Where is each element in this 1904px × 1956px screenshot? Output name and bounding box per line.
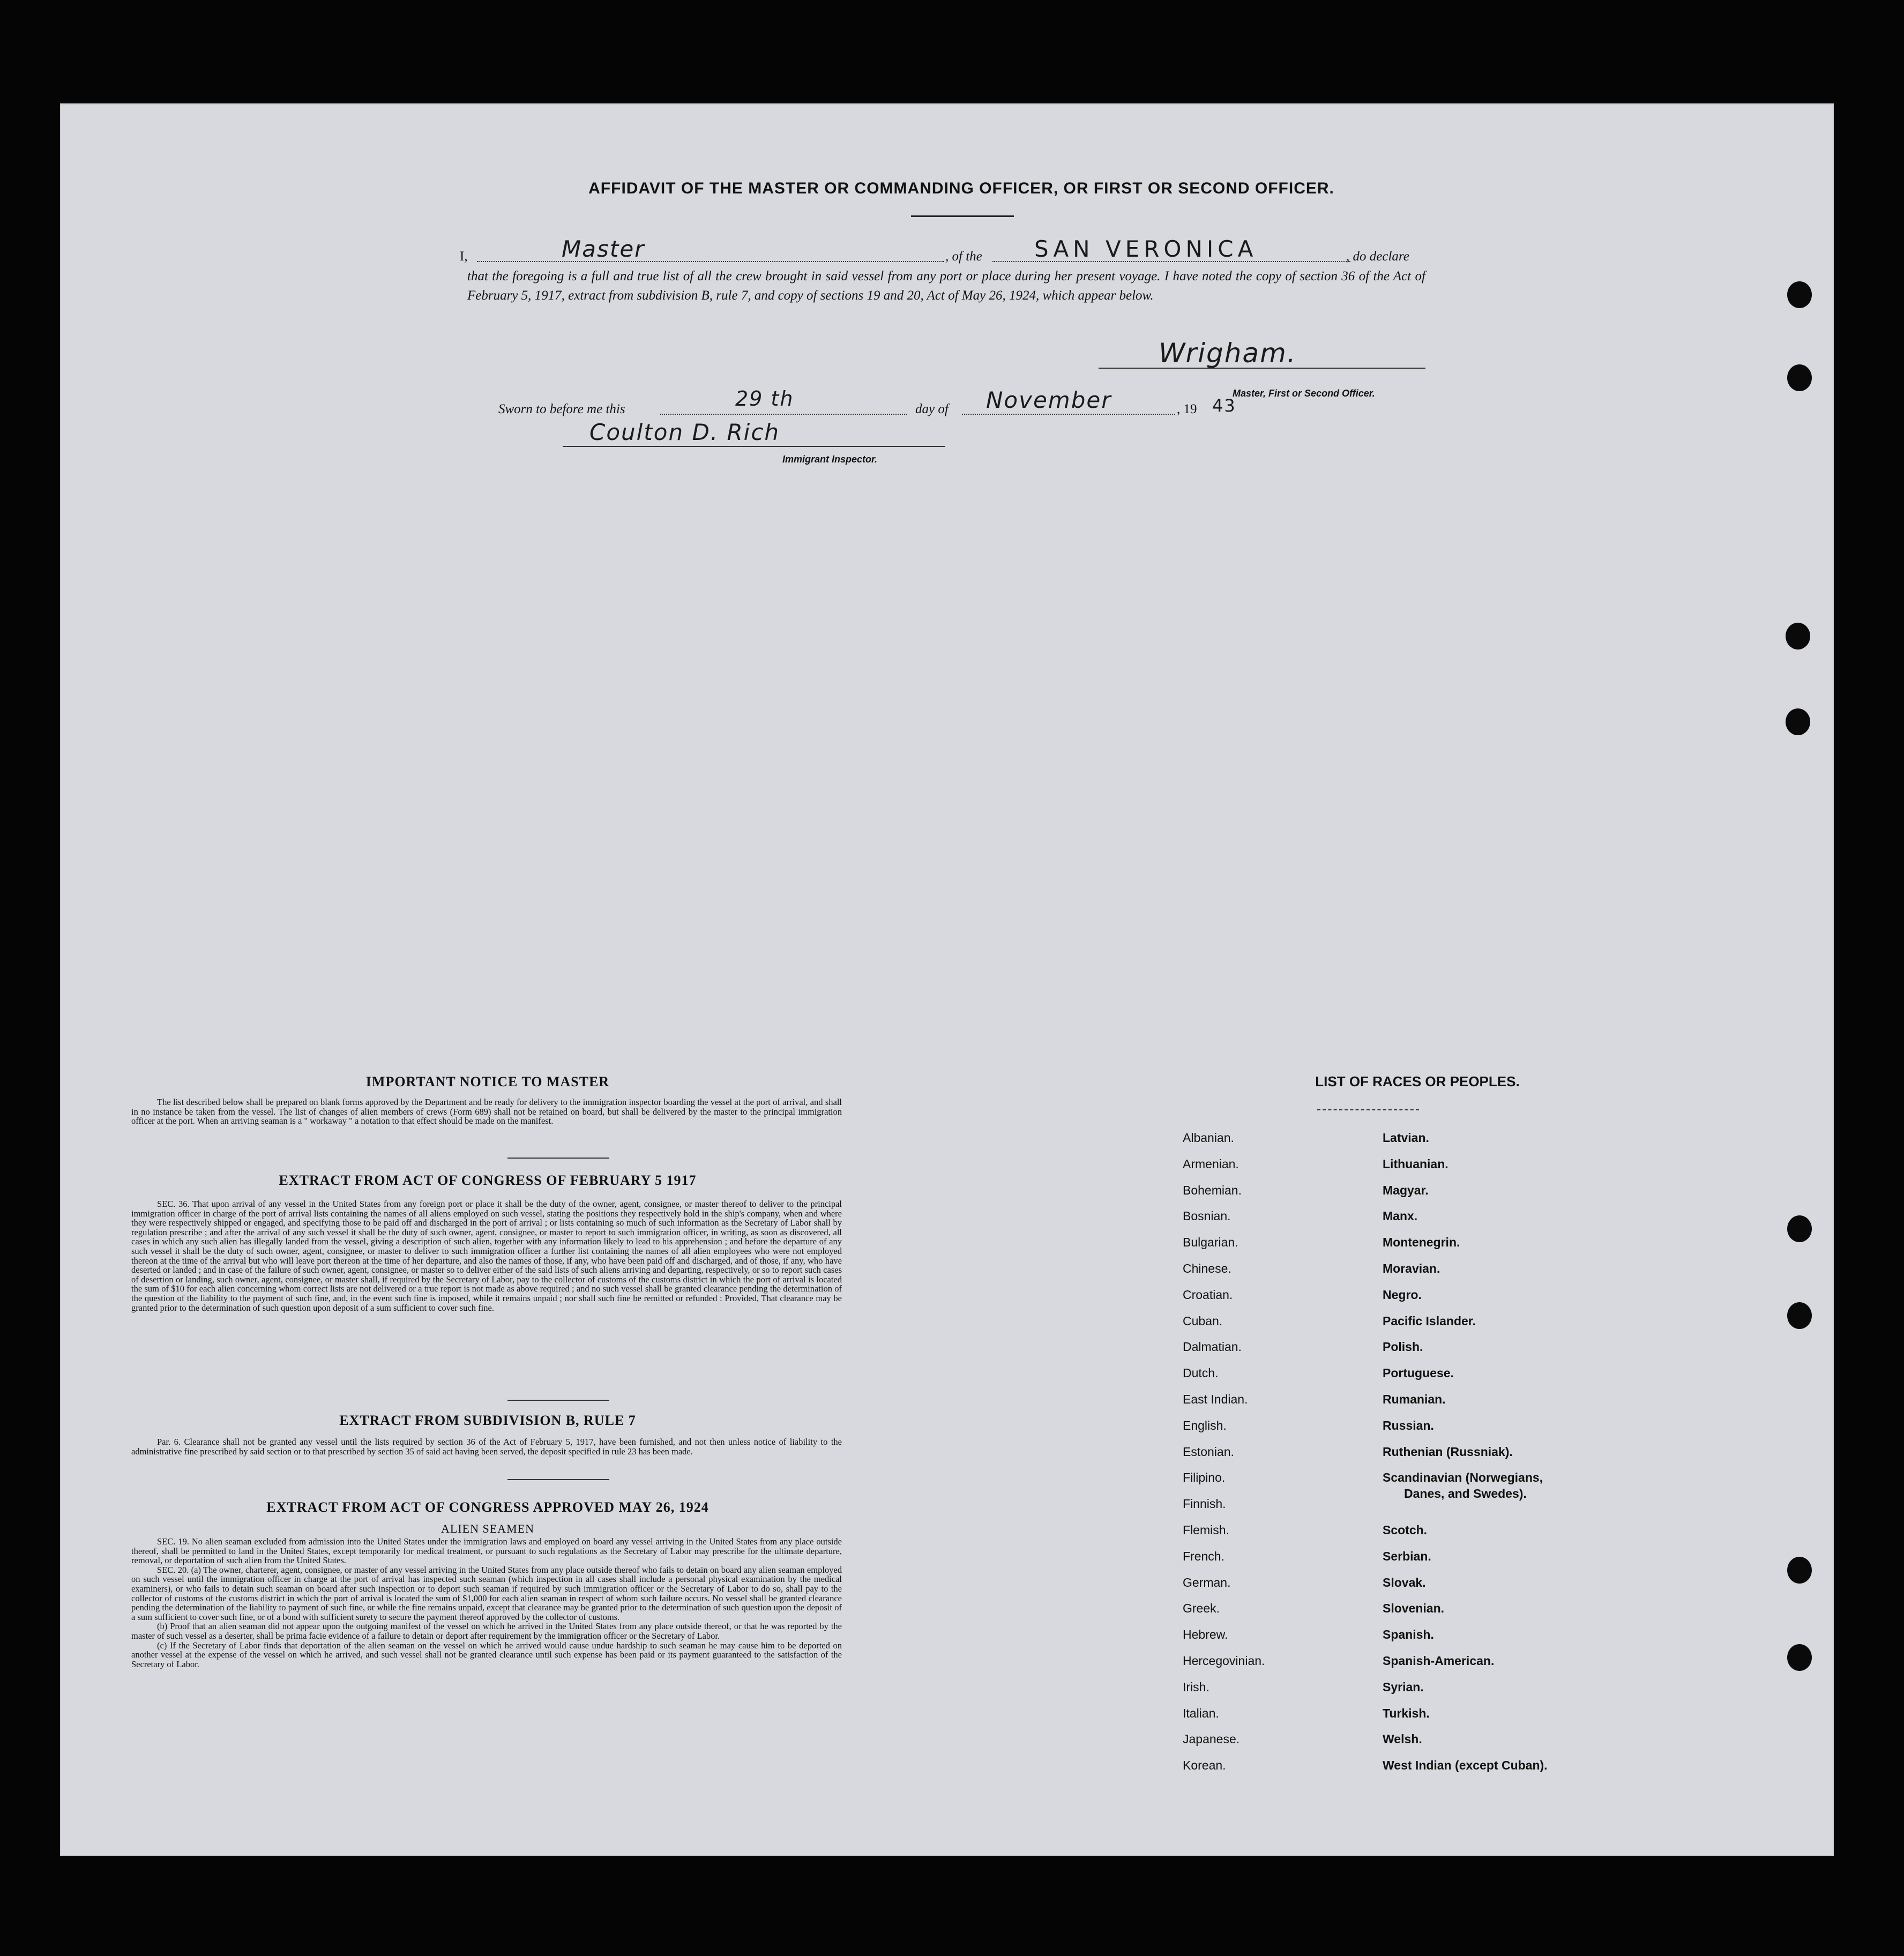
- race-item: French.: [1183, 1549, 1224, 1563]
- punch-hole: [1787, 281, 1812, 308]
- officer-handwritten: Master: [562, 236, 645, 262]
- race-item: Slovenian.: [1383, 1601, 1445, 1616]
- signature-caption: Master, First or Second Officer.: [1233, 388, 1375, 399]
- race-item: Spanish.: [1383, 1627, 1434, 1642]
- race-item: Lithuanian.: [1383, 1156, 1448, 1171]
- race-item: Negro.: [1383, 1287, 1422, 1302]
- sec19-text: SEC. 19. No alien seaman excluded from admission into the United States under the immigration laws and employed on board any vessel arriving in the United States from any place outside thereof, shall be permitted to land in the United States, except temporarily for medical treatment, or pursuant to such regulations as the Secretary of Labor may prescribe for the ultimate departure, removal, or deportation of such alien from the United States.: [131, 1536, 842, 1566]
- race-item: Serbian.: [1383, 1549, 1431, 1563]
- title-divider: [911, 215, 1014, 217]
- race-item: Montenegrin.: [1383, 1235, 1460, 1250]
- race-item: West Indian (except Cuban).: [1383, 1758, 1548, 1773]
- race-item: Estonian.: [1183, 1444, 1234, 1459]
- race-item: Slovak.: [1383, 1575, 1426, 1589]
- race-item: Ruthenian (Russniak).: [1383, 1444, 1513, 1459]
- extract1-title: EXTRACT FROM ACT OF CONGRESS OF FEBRUARY 5 1917: [279, 1173, 697, 1188]
- do-declare-label: , do declare: [1346, 249, 1409, 264]
- race-item: Chinese.: [1183, 1261, 1231, 1275]
- master-signature: Wrigham.: [1159, 338, 1297, 369]
- extract2-title: EXTRACT FROM SUBDIVISION B, RULE 7: [339, 1413, 636, 1428]
- notice-intro: The list described below shall be prepared on blank forms approved by the Department and be ready for delivery to the immigration inspector boarding the vessel at the port of arrival, and shall in no instance be taken from the vessel. The list of changes of alien members of crews (Form 689) shall not be retained on board, but shall be delivered by the master to the principal immigration officer at the port. When an arriving seaman is a " workaway " a notation to that effect should be made on the manifest.: [131, 1097, 842, 1126]
- sec20a-text: SEC. 20. (a) The owner, charterer, agent, consignee, or master of any vessel arriving in the United States from any place outside thereof who fails to detain on board any alien seaman employed on such vessel until the immigration officer in charge at the port of arrival has inspected such seaman (which inspection in all cases shall include a personal physical examination by the medical examiners), or who fails to detain such seaman on board after such inspection or to deport such seaman if required by such immigration officer or the Secretary of Labor to do so, shall pay to the collector of customs of the customs district in which the port of arrival is located the sum of $1,000 for each alien seaman in respect of whom such failure occurs. No vessel shall be granted clearance pending the determination of the liability to payment of such fine, or while the fine remains unpaid, except that clearance may be granted prior to the determination of such question upon the deposit of a sum sufficient to cover such fine, or of a bond with sufficient surety to secure the payment thereof approved by the collector of customs.: [131, 1564, 842, 1622]
- races-title: LIST OF RACES OR PEOPLES.: [1315, 1073, 1520, 1089]
- race-item: Scandinavian (Norwegians,: [1383, 1470, 1543, 1485]
- race-item: Korean.: [1183, 1758, 1226, 1773]
- extract3-title: EXTRACT FROM ACT OF CONGRESS APPROVED MAY 26, 1924: [266, 1499, 709, 1515]
- punch-hole: [1786, 623, 1810, 649]
- punch-hole: [1787, 1557, 1812, 1584]
- inspector-caption: Immigrant Inspector.: [782, 454, 878, 465]
- race-item: Danes, and Swedes).: [1404, 1486, 1527, 1500]
- race-item: Italian.: [1183, 1706, 1219, 1720]
- race-item: Albanian.: [1183, 1131, 1234, 1145]
- inspector-line: [563, 446, 945, 447]
- race-item: Magyar.: [1383, 1183, 1429, 1197]
- month-handwritten: November: [986, 387, 1112, 413]
- affidavit-body: that the foregoing is a full and true list of all the crew brought in said vessel from any port or place during her present voyage. I have noted the copy of section 36 of the Act of February 5, 1917, extract from subdivision B, rule 7, and copy of sections 19 and 20, Act of May 26, 1924, which appear below.: [467, 269, 1425, 303]
- sworn-prefix: Sworn to before me this: [498, 402, 625, 416]
- punch-hole: [1787, 1302, 1812, 1329]
- extract3-subtitle: ALIEN SEAMEN: [441, 1522, 534, 1535]
- race-item: Portuguese.: [1383, 1366, 1454, 1380]
- extract3-text: [131, 1537, 842, 1669]
- race-item: Rumanian.: [1383, 1392, 1446, 1406]
- day-of-label: day of: [915, 402, 949, 416]
- race-item: Finnish.: [1183, 1497, 1226, 1511]
- race-item: English.: [1183, 1418, 1227, 1432]
- race-item: Manx.: [1383, 1209, 1418, 1223]
- punch-hole: [1787, 1215, 1812, 1242]
- day-blank: [660, 414, 907, 415]
- race-item: Bulgarian.: [1183, 1235, 1238, 1250]
- race-item: Hercegovinian.: [1183, 1654, 1265, 1668]
- race-item: Moravian.: [1383, 1261, 1440, 1275]
- race-item: Polish.: [1383, 1340, 1423, 1354]
- punch-hole: [1786, 708, 1810, 735]
- race-item: Croatian.: [1183, 1287, 1233, 1302]
- sec20b-text: (b) Proof that an alien seaman did not appear upon the outgoing manifest of the vessel on which he arrived in the United States from any place outside thereof, or that he was reported by the master of such vessel as a deserter, shall be prima facie evidence of a failure to detain or deport after requirement by the immigration officer or the Secretary of Labor.: [131, 1621, 842, 1641]
- race-item: Pacific Islander.: [1383, 1313, 1476, 1328]
- section-divider: [507, 1479, 609, 1480]
- day-handwritten: 29 th: [735, 387, 794, 410]
- affidavit-title: AFFIDAVIT OF THE MASTER OR COMMANDING OFFICER, OR FIRST OR SECOND OFFICER.: [588, 180, 1334, 197]
- extract1-text: SEC. 36. That upon arrival of any vessel in the United States from any foreign port or place it shall be the duty of the owner, agent, consignee, or master thereof to deliver to the principal immigration officer in charge of the port of arrival lists containing the names of all aliens employed on such vessel, stating the positions they respectively hold in the ship's company, when and where they were respectively shipped or engaged, and specifying those to be paid off and discharged in the port of arrival ; or lists containing so much of such information as the Secretary of Labor shall by regulation prescribe ; and after the arrival of any such vessel it shall be the duty of such owner, agent, consignee, or master to report to such immigration officer, in writing, as soon as discovered, all cases in which any such alien has illegally landed from the vessel, giving a description of such alien, together with any information likely to lead to his apprehension ; and before the departure of any such vessel it shall be the duty of such owner, agent, consignee, or master to deliver to such immigration officer a further list containing the names of all alien employees who were not employed thereon at the time of the arrival but who will leave port thereon at the time of her departure, and also the names of those, if any, who have been paid off and discharged, and of those, if any, who have deserted or landed ; and in case of the failure of such owner, agent, consignee, or master so to deliver either of the said lists of such aliens arriving and departing, respectively, or so to report such cases of desertion or landing, such owner, agent, consignee, or master shall, if required by the Secretary of Labor, pay to the collector of customs of the customs district in which the port of arrival is located the sum of $10 for each alien concerning whom correct lists are not delivered or a true report is not made as above required ; and no such vessel shall be granted clearance pending the determination of the question of the liability to the payment of such fine, and, in the event such fine is imposed, while it remains unpaid ; nor shall such fine be remitted or refunded : Provided, That clearance may be granted prior to the determination of such question upon deposit of a sum sufficient to cover such fine.: [131, 1199, 842, 1313]
- race-item: German.: [1183, 1575, 1231, 1589]
- year-prefix: , 19: [1177, 402, 1197, 416]
- extract2-text: Par. 6. Clearance shall not be granted any vessel until the lists required by section 36 of the Act of February 5, 1917, have been furnished, and not then unless notice of liability to the administrative fine prescribed by said section or to that prescribed by section 35 of said act having been served, the deposit specified in rule 23 has been made.: [131, 1437, 842, 1457]
- race-item: Syrian.: [1383, 1679, 1424, 1694]
- race-item: Scotch.: [1383, 1523, 1428, 1537]
- notice-title: IMPORTANT NOTICE TO MASTER: [365, 1074, 610, 1089]
- signature-line: [1099, 368, 1425, 369]
- race-item: Welsh.: [1383, 1732, 1422, 1746]
- race-item: Greek.: [1183, 1601, 1220, 1616]
- race-item: East Indian.: [1183, 1392, 1248, 1406]
- year-handwritten: 43: [1212, 395, 1236, 416]
- of-the-label: , of the: [945, 249, 982, 264]
- race-item: Irish.: [1183, 1679, 1209, 1694]
- race-item: Dutch.: [1183, 1366, 1219, 1380]
- sec20c-text: (c) If the Secretary of Labor finds that deportation of the alien seaman on the vessel on which he arrived would cause undue hardship to such seaman he may cause him to be deported on another vessel at the expense of the vessel on which he arrived, and such vessel shall not be granted clearance until such expense has been paid or its payment guaranteed to the satisfaction of the Secretary of Labor.: [131, 1640, 842, 1669]
- race-item: Russian.: [1383, 1418, 1434, 1432]
- punch-hole: [1787, 1644, 1812, 1671]
- race-item: Bohemian.: [1183, 1183, 1242, 1197]
- month-blank: [962, 414, 1175, 415]
- race-item: Cuban.: [1183, 1313, 1223, 1328]
- race-item: Bosnian.: [1183, 1209, 1231, 1223]
- races-divider: [1317, 1109, 1419, 1110]
- race-item: Spanish-American.: [1383, 1654, 1495, 1668]
- punch-hole: [1787, 364, 1812, 391]
- section-divider: [507, 1158, 609, 1159]
- race-item: Turkish.: [1383, 1706, 1430, 1720]
- race-item: Japanese.: [1183, 1732, 1240, 1746]
- race-item: Armenian.: [1183, 1156, 1239, 1171]
- officer-blank: [477, 261, 944, 262]
- race-item: Dalmatian.: [1183, 1340, 1242, 1354]
- vessel-handwritten: SAN VERONICA: [1034, 236, 1258, 262]
- section-divider: [507, 1400, 609, 1401]
- inspector-signature: Coulton D. Rich: [589, 419, 780, 445]
- race-item: Latvian.: [1383, 1131, 1429, 1145]
- race-item: Filipino.: [1183, 1470, 1226, 1485]
- i-prefix: I,: [460, 249, 468, 264]
- race-item: Hebrew.: [1183, 1627, 1228, 1642]
- race-item: Flemish.: [1183, 1523, 1229, 1537]
